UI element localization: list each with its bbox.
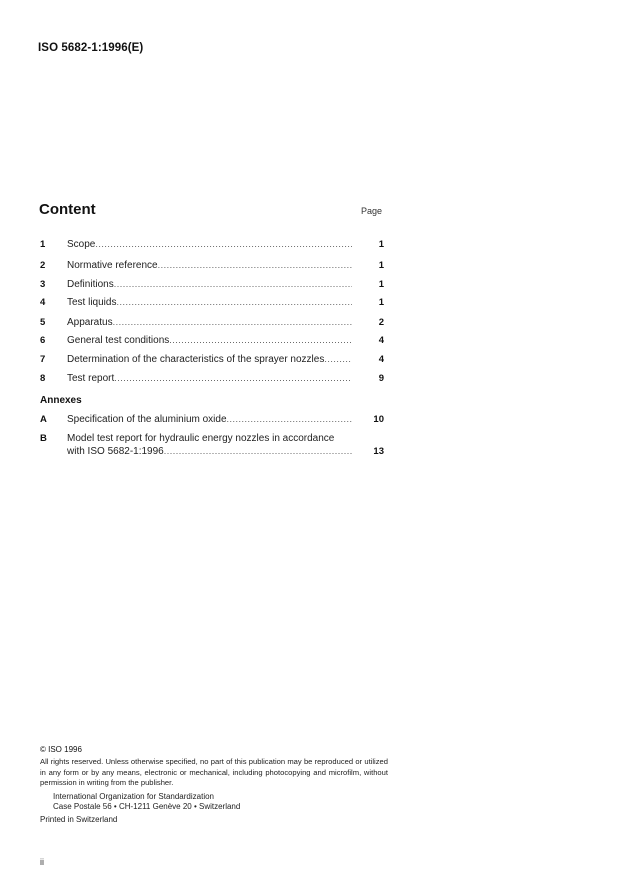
toc-entry-title: Determination of the characteristics of the sprayer nozzles [67,354,325,365]
organization-address [53,792,240,811]
toc-title: Content [39,201,96,218]
toc-leader-dots [95,239,352,249]
toc-entry[interactable] [40,354,384,368]
toc-leader-dots [116,297,352,307]
toc-entry-page: 9 [378,373,384,384]
toc-entry-title: Test report [67,373,115,384]
toc-leader-dots [113,317,352,327]
toc-entry-title: Definitions [67,279,114,290]
rights-statement: All rights reserved. Unless otherwise specified, no part of this publication may be reproduced or utilized in any form or by any means, electronic or mechanical, including photocopying and microfilm, without permission in writing from the publisher. [40,757,388,787]
toc-entry[interactable] [40,317,384,331]
toc-entry[interactable] [40,260,384,274]
toc-leader-dots [114,279,352,289]
annex-letter: B [40,433,47,444]
annex-entry[interactable] [40,446,384,460]
toc-entry-title: General test conditions [67,335,170,346]
toc-entry-number: 4 [40,297,46,308]
annexes-heading: Annexes [40,395,82,406]
toc-entry-title: Normative reference [67,260,158,271]
toc-leader-dots [114,373,352,383]
toc-entry-number: 6 [40,335,46,346]
toc-entry-page: 2 [378,317,384,328]
toc-leader-dots [324,354,352,364]
toc-page-heading: Page [361,206,383,216]
document-id: ISO 5682-1:1996(E) [38,42,144,54]
toc-entry-number: 2 [40,260,46,271]
toc-entry-title: Scope [67,239,96,250]
annex-title-line2: with ISO 5682-1:1996 [67,446,164,457]
toc-entry-page: 1 [378,260,384,271]
page-number: ii [40,857,44,867]
toc-entry[interactable] [40,335,384,349]
toc-entry-number: 8 [40,373,46,384]
toc-leader-dots [227,414,352,424]
toc-entry-number: 7 [40,354,46,365]
printed-in-notice: Printed in Switzerland [40,815,118,824]
toc-leader-dots [169,335,352,345]
annex-title-line1: Model test report for hydraulic energy nozzles in accordance [67,433,335,444]
toc-entry[interactable] [40,373,384,387]
annex-entry-first-line[interactable] [40,433,384,447]
toc-entry-title: Test liquids [67,297,117,308]
toc-entry-page: 4 [378,354,384,365]
toc-leader-dots [158,260,352,270]
toc-entry-page: 1 [378,297,384,308]
annex-entry[interactable] [40,414,384,428]
toc-leader-dots [164,446,352,456]
toc-entry[interactable] [40,279,384,293]
annex-page: 13 [373,446,384,457]
toc-entry-number: 1 [40,239,46,250]
toc-entry-page: 1 [378,239,384,250]
toc-entry-title: Apparatus [67,317,113,328]
annex-letter: A [40,414,47,425]
toc-entry-number: 3 [40,279,46,290]
annex-title: Specification of the aluminium oxide [67,414,227,425]
toc-entry-page: 1 [378,279,384,290]
toc-entry[interactable] [40,297,384,311]
annex-page: 10 [373,414,384,425]
toc-entry[interactable] [40,239,384,253]
copyright-notice: © ISO 1996 [40,745,82,754]
toc-entry-number: 5 [40,317,46,328]
organization-name: International Organization for Standardization [53,792,214,801]
organization-postal-address: Case Postale 56 • CH-1211 Genève 20 • Switzerland [53,801,241,811]
toc-entry-page: 4 [378,335,384,346]
